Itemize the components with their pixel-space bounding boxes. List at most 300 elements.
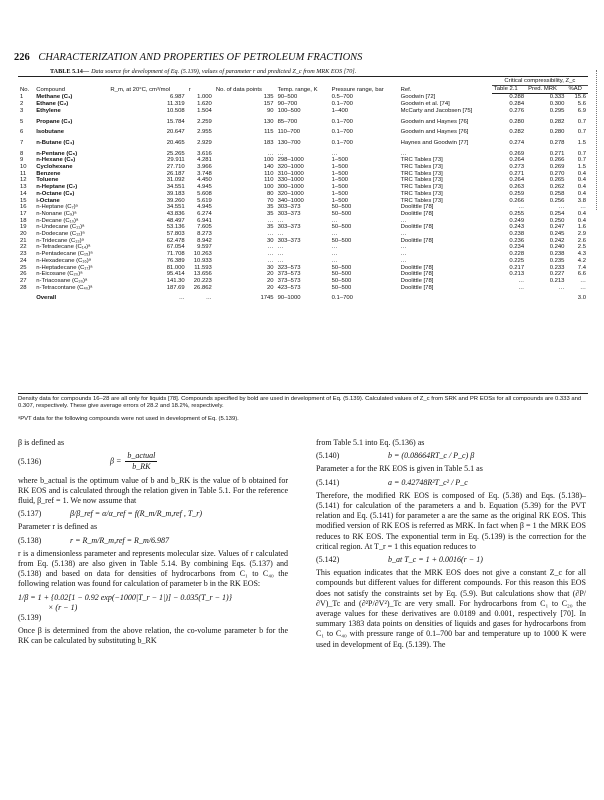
table-cell-p: 1–500 [331, 197, 349, 204]
table-cell-n: 183 [263, 139, 274, 146]
table-cell-p: 0.1–700 [331, 101, 353, 108]
table-top-rule [18, 76, 588, 77]
table-cell-c: n-Tetradecane (C₁₄)ᵃ [36, 244, 91, 251]
eq-number: (5.140) [316, 451, 340, 461]
table-cell-r: 1.620 [197, 101, 212, 108]
table-cell-no: 9 [20, 157, 24, 164]
table-cell-rm: … [178, 295, 185, 302]
table-cell-ad: 0.7 [577, 129, 586, 136]
data-table [18, 78, 588, 302]
table-cell-ad: … [580, 284, 586, 291]
table-cell-no: 2 [20, 101, 24, 108]
table-cell-ad: 0.4 [577, 210, 586, 217]
table-cell-no [18, 291, 34, 302]
table-cell-z2: 0.295 [549, 107, 565, 114]
table-cell-t: … [277, 231, 284, 238]
table-cell-c: n-Undecane (C₁₁)ᵃ [36, 224, 85, 231]
table-row [18, 177, 588, 184]
table-cell-ref: TRC Tables [73] [400, 157, 443, 164]
table-cell-z2: 0.262 [549, 184, 565, 191]
table-cell-t: 323–573 [277, 264, 301, 271]
table-row [18, 258, 588, 265]
table-cell-r: 10.263 [193, 251, 212, 258]
table-cell-r: 4.450 [197, 177, 212, 184]
table-cell-ref: … [400, 251, 407, 258]
table-row [18, 224, 588, 231]
table-cell-ref: Goodwin and Haynes [76] [400, 129, 469, 136]
table-cell-z2: 0.333 [549, 94, 565, 101]
equation-5-137 [18, 509, 288, 519]
col-header-rm: R_m, at 20°C, cm³/mol [110, 87, 171, 94]
table-cell-r: 4.945 [197, 204, 212, 211]
eq-body: β/β_ref = α/α_ref = f(R_m/R_m,ref , T_r) [70, 509, 203, 519]
table-cell-p: … [331, 231, 338, 238]
table-cell-z2: 0.266 [549, 157, 565, 164]
table-cell-rm: 43.836 [166, 210, 185, 217]
table-cell-n: 80 [267, 190, 274, 197]
table-cell-n: 110 [264, 177, 274, 184]
left-para-5: Once β is determined from the above relation, the co-volume parameter b for the RK can be calculated by substituting b_RK [18, 626, 288, 646]
table-cell-t: 90–1000 [277, 295, 301, 302]
left-para-3: Parameter r is defined as [18, 522, 98, 532]
table-cell-ad: 2.5 [577, 244, 586, 251]
table-cell-c: n-Tetracontane (C₄₀)ᵃ [36, 284, 93, 291]
table-cell-z2: 0.247 [549, 224, 565, 231]
table-cell-z1: 0.225 [509, 257, 525, 264]
table-cell-n: … [267, 244, 274, 251]
table-cell-c: Propane (C₃) [36, 118, 73, 125]
table-cell-p: 50–500 [331, 271, 352, 278]
table-cell-z1: 0.238 [509, 231, 525, 238]
table-cell-t: 303–373 [277, 210, 301, 217]
margin-dotted-line [596, 70, 599, 210]
table-cell-t: … [277, 150, 284, 157]
equation-5-140 [316, 451, 586, 461]
eq-body: r = R_m/R_m,ref = R_m/6.987 [70, 535, 169, 545]
table-cell-ref: Doolittle [78] [400, 204, 434, 211]
table-cell-r: 1.000 [197, 93, 212, 100]
table-row [18, 251, 588, 258]
table-cell-n: 90 [267, 107, 274, 114]
table-cell-n: 140 [263, 164, 274, 171]
table-cell-z1: 0.280 [509, 118, 525, 125]
table-cell-no: 12 [20, 177, 27, 184]
table-cell-z1: 0.264 [509, 177, 525, 184]
table-cell-r: 3.616 [197, 150, 212, 157]
table-cell-ref: Haynes and Goodwin [77] [400, 139, 469, 146]
table-cell-p: 0.1–700 [331, 139, 353, 146]
table-cell-ad: 6.9 [577, 107, 586, 114]
table-row [18, 184, 588, 191]
table-cell-z2: 0.238 [549, 251, 565, 258]
table-cell-t: 303–373 [277, 224, 301, 231]
col-header-temp: Temp. range, K [277, 87, 318, 94]
table-cell-c: n-Heptane (C₇) [36, 184, 78, 191]
table-row [18, 244, 588, 251]
eq-body: b_at T_c = 1 + 0.0016(r − 1) [388, 555, 483, 565]
table-cell-p: 1–500 [331, 184, 349, 191]
table-cell-t: … [277, 257, 284, 264]
table-cell-z1: 0.234 [509, 244, 525, 251]
table-cell-p: 0.1–700 [331, 118, 353, 125]
table-row [18, 171, 588, 178]
table-row [18, 147, 588, 158]
eq-number: (5.141) [316, 477, 340, 487]
table-cell-p: 50–500 [331, 264, 352, 271]
table-cell-z1: 0.263 [509, 184, 525, 191]
table-cell-ref: TRC Tables [73] [400, 184, 443, 191]
table-cell-t: … [277, 244, 284, 251]
table-caption [50, 68, 570, 75]
table-cell-z1: 0.288 [509, 94, 525, 101]
table-cell-z1: 0.284 [509, 101, 525, 108]
table-cell-p: … [331, 251, 338, 258]
table-cell-no: 5 [20, 118, 24, 125]
table-cell-c: n-Nonane (C₉)ᵃ [36, 210, 77, 217]
table-cell-n: 20 [267, 271, 274, 278]
table-cell-z2: 0.227 [549, 271, 565, 278]
eq-number: (5.142) [316, 555, 340, 565]
table-cell-c: n-Triacosane (C₃₀)ᵃ [36, 277, 88, 284]
table-cell-t: 85–700 [277, 118, 298, 125]
table-row [18, 125, 588, 136]
eq-body: b = (0.08664RT_c / P_c) β [388, 451, 475, 461]
table-cell-t: 110–700 [277, 129, 301, 136]
table-cell-r: 6.941 [197, 217, 212, 224]
table-cell-n: … [267, 251, 274, 258]
equation-5-142 [316, 555, 586, 565]
table-cell-n: 35 [267, 204, 274, 211]
table-cell-rm: 95.414 [166, 271, 185, 278]
table-cell-no: 19 [20, 224, 27, 231]
table-cell-c: n-Hexadecane (C₁₆)ᵃ [36, 257, 91, 264]
equation-5-138 [18, 536, 288, 546]
table-cell-z2: … [558, 204, 565, 211]
table-cell-ad: 0.4 [577, 217, 586, 224]
col-header-pressure: Pressure range, bar [331, 87, 384, 94]
table-cell-p: … [331, 217, 338, 224]
table-cell-rm: 48.497 [166, 217, 185, 224]
table-cell-p: 0.1–700 [331, 129, 353, 136]
table-cell-n: 30 [267, 237, 274, 244]
table-cell-rm: 141.30 [166, 277, 185, 284]
table-cell-n: … [267, 217, 274, 224]
left-para-2: where b_actual is the optimum value of b and b_RK is the value of b obtained for RK EOS and is calculated through the relation given in Table 5.1. For the reference fluid, β_ref = 1. We now assume that [18, 475, 288, 506]
table-cell-ad: 5.6 [577, 101, 586, 108]
equation-5-139 [18, 593, 288, 624]
table-cell-p: 0.1–700 [331, 295, 353, 302]
table-cell-no: 27 [20, 277, 27, 284]
table-cell-ad: 0.7 [577, 150, 586, 157]
eq-number: (5.136) [18, 456, 42, 466]
table-cell-ad: 1.5 [577, 139, 586, 146]
table-cell-p: 50–500 [331, 204, 352, 211]
table-cell-no: 26 [20, 271, 27, 278]
table-cell-t: 300–1000 [277, 184, 304, 191]
table-cell-no: 21 [20, 237, 27, 244]
table-cell-ad: 2.9 [577, 231, 586, 238]
table-cell-c: Overall [36, 295, 57, 302]
table-cell-z2: 0.271 [549, 150, 565, 157]
table-cell-ref: … [400, 150, 407, 157]
table-cell-p: 1–500 [331, 170, 349, 177]
table-cell-z1: 0.259 [509, 190, 525, 197]
table-caption-text: Data source for development of Eq. (5.139), values of parameter r and predicted Z_c from MRK EOS [70]. [91, 68, 357, 75]
table-cell-n: 30 [267, 264, 274, 271]
table-cell-p: 1–500 [331, 157, 349, 164]
table-cell-rm: 67.054 [166, 244, 185, 251]
table-cell-c: Isobutane [36, 129, 65, 136]
right-para-2: Parameter a for the RK EOS is given in Table 5.1 as [316, 464, 483, 474]
table-cell-n: 20 [267, 284, 274, 291]
col-header-pred-mrk: Pred. MRK [526, 85, 566, 94]
table-bottom-rule [18, 393, 588, 394]
col-header-points: No. of data points [215, 87, 262, 94]
table-cell-c: n-Dodecane (C₁₂)ᵃ [36, 231, 85, 238]
table-cell-t: 100–500 [277, 107, 301, 114]
table-cell-r: 8.942 [197, 237, 212, 244]
equation-5-141 [316, 478, 586, 488]
col-header-ad: %AD [566, 85, 588, 94]
table-cell-rm: 27.710 [166, 164, 185, 171]
table-cell-z2: 0.278 [549, 139, 565, 146]
table-caption-label: TABLE 5.14— [50, 68, 90, 75]
table-cell-no: 10 [20, 164, 27, 171]
table-cell-c: Methane (C₁) [36, 93, 73, 100]
right-column [316, 436, 586, 652]
table-cell-r: 8.273 [197, 231, 212, 238]
table-row [18, 191, 588, 198]
table-cell-c: n-Pentadecane (C₁₅)ᵃ [36, 251, 93, 258]
table-cell-ref: … [400, 244, 407, 251]
table-row [18, 211, 588, 218]
table-cell-z1: 0.264 [509, 157, 525, 164]
equation-5-136 [18, 451, 288, 472]
table-cell-no: 24 [20, 257, 27, 264]
table-cell-ad: 0.4 [577, 190, 586, 197]
table-cell-rm: 34.551 [166, 204, 185, 211]
table-cell-ref: Doolittle [78] [400, 210, 434, 217]
table-cell-rm: 31.092 [166, 177, 185, 184]
table-cell-z1: 0.243 [509, 224, 525, 231]
table-cell-ref: Goodwin et al. [74] [400, 101, 450, 108]
table-cell-z1: 0.282 [509, 129, 525, 136]
table-cell-p: 1–400 [331, 107, 349, 114]
table-cell-z1: 0.228 [509, 251, 525, 258]
table-cell-ref: Goodwin [72] [400, 93, 436, 100]
table-cell-z2: 0.250 [549, 217, 565, 224]
table-cell-z1: … [518, 277, 525, 284]
table-cell-n: 115 [264, 129, 274, 136]
table-cell-n: 1745 [260, 295, 274, 302]
table-cell-ad: 3.0 [577, 295, 586, 302]
table-cell-ref: TRC Tables [73] [400, 177, 443, 184]
table-cell-r: 2.259 [197, 118, 212, 125]
table-cell-ad: 15.6 [574, 94, 586, 101]
table-cell-z1: … [518, 284, 525, 291]
table-cell-n: 70 [267, 197, 274, 204]
table-row [18, 136, 588, 147]
table-cell-n: 110 [264, 170, 274, 177]
table-cell-z2 [526, 291, 566, 302]
table-cell-ref: TRC Tables [73] [400, 190, 443, 197]
table-cell-c: Benzene [36, 170, 61, 177]
table-cell-c: n-Octane (C₈) [36, 190, 75, 197]
table-cell-ad: 0.7 [577, 157, 586, 164]
table-row [18, 265, 588, 272]
table-cell-c: n-Eicosane (C₂₀)ᵃ [36, 271, 83, 278]
table-cell-z2: 0.213 [549, 277, 565, 284]
table-row [18, 108, 588, 115]
table-cell-no: 17 [20, 210, 27, 217]
table-cell-n: 130 [263, 118, 274, 125]
table-cell-rm: 10.508 [166, 107, 185, 114]
eq-numerator: b_actual [125, 451, 157, 462]
table-row [18, 231, 588, 238]
col-header-ref: Ref. [400, 87, 412, 94]
table-row [18, 238, 588, 245]
table-cell-r: 6.274 [197, 210, 212, 217]
table-cell-no: 28 [20, 284, 27, 291]
table-cell-n: 157 [263, 101, 274, 108]
table-cell-rm: 53.136 [166, 224, 185, 231]
table-cell-ref: TRC Tables [73] [400, 164, 443, 171]
table-cell-t: 330–1000 [277, 177, 304, 184]
table-cell-r: 4.945 [197, 184, 212, 191]
table-cell-n: 35 [267, 224, 274, 231]
running-header [14, 52, 362, 63]
right-para-4: This equation indicates that the MRK EOS does not give a constant Z_c for all compounds but different values for different compounds. For this reason this EOS does not satisfy the constraints set by Eq. (5.9). But calculations show that (∂P/∂V)_Tc and (∂²P/∂V²)_Tc are very small. For hydrocarbons from C₁ to C₂₀ the average values for these derivatives are 0.0189 and 0.001, respectively [70]. In summary 1383 data points on densities of liquids and gases for hydrocarbons from C₁ to C₄₀ with pressure range of 0.1–700 bar and temperature up to 1000 K were used in development of Eq. (5.139). The [316, 568, 586, 649]
table-cell-c: n-Butane (C₄) [36, 139, 75, 146]
eq-denominator: b_RK [132, 462, 151, 472]
table-cell-rm: 76.389 [166, 257, 185, 264]
table-cell-z2: 0.265 [549, 177, 565, 184]
table-cell-r: … [205, 295, 212, 302]
table-cell-no: 22 [20, 244, 27, 251]
table-cell-t: 373–573 [277, 271, 301, 278]
table-cell-p: 50–500 [331, 224, 352, 231]
table-cell-c: Toluene [36, 177, 59, 184]
table-cell-ad: 4.3 [577, 251, 586, 258]
col-header-r: r [188, 87, 191, 94]
table-cell-t: 90–700 [277, 101, 298, 108]
left-para-4: r is a dimensionless parameter and represents molecular size. Values of r calculated from Eq. (5.138) are also given in Table 5.14. By combining Eqs. (5.137) and (5.138) and based on data for densities of hydrocarbons from C₁ to C₄₀ the following relation was found for calculation of parameter b in the RK EOS: [18, 548, 288, 589]
table-row [18, 115, 588, 126]
table-cell-no: 14 [20, 190, 27, 197]
table-cell-z2: 0.245 [549, 231, 565, 238]
table-cell-t: 303–373 [277, 204, 301, 211]
table-cell-c: n-Heptadecane (C₁₇)ᵃ [36, 264, 93, 271]
table-cell-ref: TRC Tables [73] [400, 170, 443, 177]
page-number: 226 [14, 52, 30, 63]
table-cell-r: 7.605 [197, 224, 212, 231]
eq-lhs: β = [110, 456, 122, 466]
table-cell-r: 5.608 [197, 190, 212, 197]
table-cell-z1 [492, 291, 526, 302]
table-cell-ref: Doolittle [78] [400, 277, 434, 284]
table-row [18, 94, 588, 101]
table-cell-rm: 15.784 [166, 118, 185, 125]
table-cell-c: Ethane (C₂) [36, 101, 69, 108]
running-title: CHARACTERIZATION AND PROPERTIES OF PETROLEUM FRACTIONS [38, 52, 363, 63]
table-cell-t: 130–700 [277, 139, 301, 146]
table-cell-no: 13 [20, 184, 27, 191]
table-cell-r: 1.504 [197, 107, 212, 114]
table-cell-z1: 0.276 [509, 107, 525, 114]
table-cell-no: 16 [20, 204, 27, 211]
table-cell-ad: 3.8 [577, 197, 586, 204]
table-cell-ad: 7.4 [577, 264, 586, 271]
table-cell-n: … [267, 150, 274, 157]
table-cell-r: 26.862 [193, 284, 212, 291]
table-cell-ad: 6.6 [577, 271, 586, 278]
table-cell-p: 50–500 [331, 277, 352, 284]
col-header-no: No. [20, 87, 30, 94]
table-cell-ref: … [400, 217, 407, 224]
table-cell-rm: 11.319 [167, 101, 185, 108]
table-footnote-1: Density data for compounds 16–28 are all only for liquids [78]. Compounds specified by bold are used in development of Eq. (5.139). Calculated values of Z_c from SRK and PR EOSs for all compounds are 0.333 and 0.307, respectively. These give average errors of 28.2 and 18.2%, respectively. [18, 396, 582, 409]
table-cell-t: 310–1000 [277, 170, 304, 177]
table-cell-no: 15 [20, 197, 27, 204]
table-cell-ad: 4.2 [577, 257, 586, 264]
table-cell-ad: … [580, 277, 586, 284]
table-cell-z2: 0.254 [549, 210, 565, 217]
table-cell-z1: 0.255 [509, 210, 525, 217]
table-cell-r: 3.966 [197, 164, 212, 171]
right-para-3: Therefore, the modified RK EOS is composed of Eq. (5.38) and Eqs. (5.138)–(5.141) for calculation of the parameters a and b. Equation (5.39) for the PVT relation and Eq. (5.141) for parameter a are the same as the original RK EOS. This modified version of RK EOS is referred as MRK. In fact when β = 1 the MRK EOS reduces to RK EOS. The exponential term in Eq. (5.139) is the correction for the critical region. At T_r = 1 this equation reduces to [316, 490, 586, 551]
table-cell-no: 3 [20, 107, 24, 114]
table-row [18, 204, 588, 211]
table-cell-p: … [331, 244, 338, 251]
table-cell-ref: Doolittle [78] [400, 224, 434, 231]
table-cell-z1: 0.236 [509, 237, 525, 244]
table-cell-r: 20.223 [193, 277, 212, 284]
table-cell-n: 100 [263, 157, 274, 164]
table-cell-ad: 0.4 [577, 170, 586, 177]
table-cell-t: … [277, 217, 284, 224]
table-row [18, 101, 588, 108]
table-cell-ad: 0.4 [577, 177, 586, 184]
table-cell-z2: 0.233 [549, 264, 565, 271]
table-cell-z2: 0.270 [549, 170, 565, 177]
table-row [18, 271, 588, 278]
table-cell-z1: 0.269 [509, 150, 525, 157]
table-cell-no: 6 [20, 129, 24, 136]
table-cell-z2: 0.282 [549, 118, 565, 125]
table-cell-z1: … [518, 204, 525, 211]
table-cell-r: 5.619 [197, 197, 212, 204]
table-cell-t: 320–1000 [277, 190, 304, 197]
table-cell-t: 340–1000 [277, 197, 304, 204]
right-para-1: from Table 5.1 into Eq. (5.136) as [316, 438, 425, 447]
table-cell-t: 320–1000 [277, 164, 304, 171]
table-cell-r: 2.955 [197, 129, 212, 136]
table-cell-ref: McCarty and Jacobsen [75] [400, 107, 473, 114]
table-cell-z1: 0.213 [509, 271, 525, 278]
eq-line-2: × (r − 1) [48, 602, 78, 612]
table-cell-z2: 0.235 [549, 257, 565, 264]
table-cell-p: 1–500 [331, 190, 349, 197]
table-cell-c: n-Tridecane (C₁₃)ᵃ [36, 237, 84, 244]
table-footnote-2: ᵃPVT data for the following compounds were not used in development of Eq. (5.139). [18, 416, 239, 422]
col-header-table21: Table 2.1 [492, 85, 526, 94]
left-column [18, 436, 288, 649]
table-cell-no: 7 [20, 139, 24, 146]
table-cell-n: 135 [263, 93, 274, 100]
table-cell-rm: 81.000 [166, 264, 185, 271]
table-cell-p: 1–500 [331, 177, 349, 184]
table-cell-r: 11.593 [194, 264, 212, 271]
